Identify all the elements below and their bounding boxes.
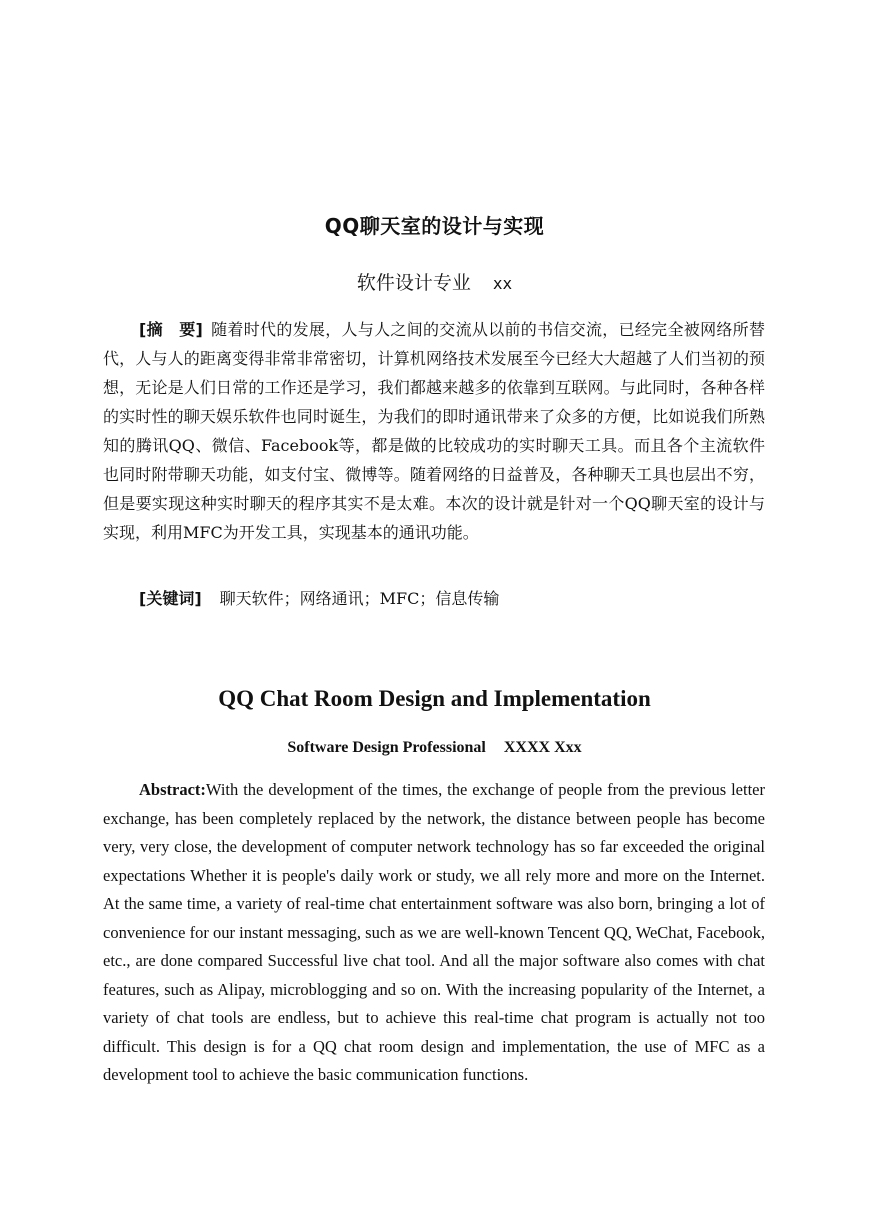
chinese-author-name: xx — [492, 274, 513, 293]
english-author-line — [0, 739, 869, 757]
english-abstract-label: Abstract: — [139, 780, 206, 799]
chinese-abstract-label: [摘 要] — [139, 320, 203, 339]
english-abstract — [103, 776, 765, 1090]
english-abstract-text: With the development of the times, the exchange of people from the previous letter exchange, has been completely replaced by the network, the distance between people has become very, very close, the development of computer network technology has so far exceeded the original expectations Whether it is people's daily work or study, we all rely more and more on the Internet. At the same time, a variety of real-time chat entertainment software was also born, bringing a lot of convenience for our instant messaging, such as we are well-known Tencent QQ, WeChat, Facebook, etc., are done compared Successful live chat tool. And all the major software also comes with chat features, such as Alipay, microblogging and so on. With the increasing popularity of the Internet, a variety of chat tools are endless, but to achieve this real-time chat program is actually not too difficult. This design is for a QQ chat room design and implementation, the use of MFC as a development tool to achieve the basic communication functions. — [103, 780, 765, 1084]
english-author-name: XXXX Xxx — [503, 739, 582, 756]
chinese-keywords — [139, 584, 499, 613]
chinese-keywords-label: [关键词] — [139, 589, 202, 608]
english-author-major: Software Design Professional — [287, 739, 486, 756]
chinese-author-line — [0, 268, 869, 295]
chinese-abstract — [103, 315, 765, 547]
english-title: QQ Chat Room Design and Implementation — [218, 686, 651, 711]
chinese-title: QQ聊天室的设计与实现 — [324, 214, 545, 238]
chinese-keywords-text: 聊天软件；网络通讯；MFC；信息传输 — [219, 589, 500, 608]
chinese-author-major: 软件设计专业 — [356, 272, 471, 294]
chinese-abstract-text: 随着时代的发展，人与人之间的交流从以前的书信交流，已经完全被网络所替代，人与人的距离变得非常非常密切，计算机网络技术发展至今已经大大超越了人们当初的预想，无论是人们日常的工作还是学习，我们都越来越多的依靠到互联网。与此同时，各种各样的实时性的聊天娱乐软件也同时诞生，为我们的即时通讯带来了众多的方便，比如说我们所熟知的腾讯QQ、微信、Facebook等，都是做的比较成功的实时聊天工具。而且各个主流软件也同时附带聊天功能，如支付宝、微博等。随着网络的日益普及，各种聊天工具也层出不穷，但是要实现这种实时聊天的程序其实不是太难。本次的设计就是针对一个QQ聊天室的设计与实现，利用MFC为开发工具，实现基本的通讯功能。 — [103, 320, 765, 542]
